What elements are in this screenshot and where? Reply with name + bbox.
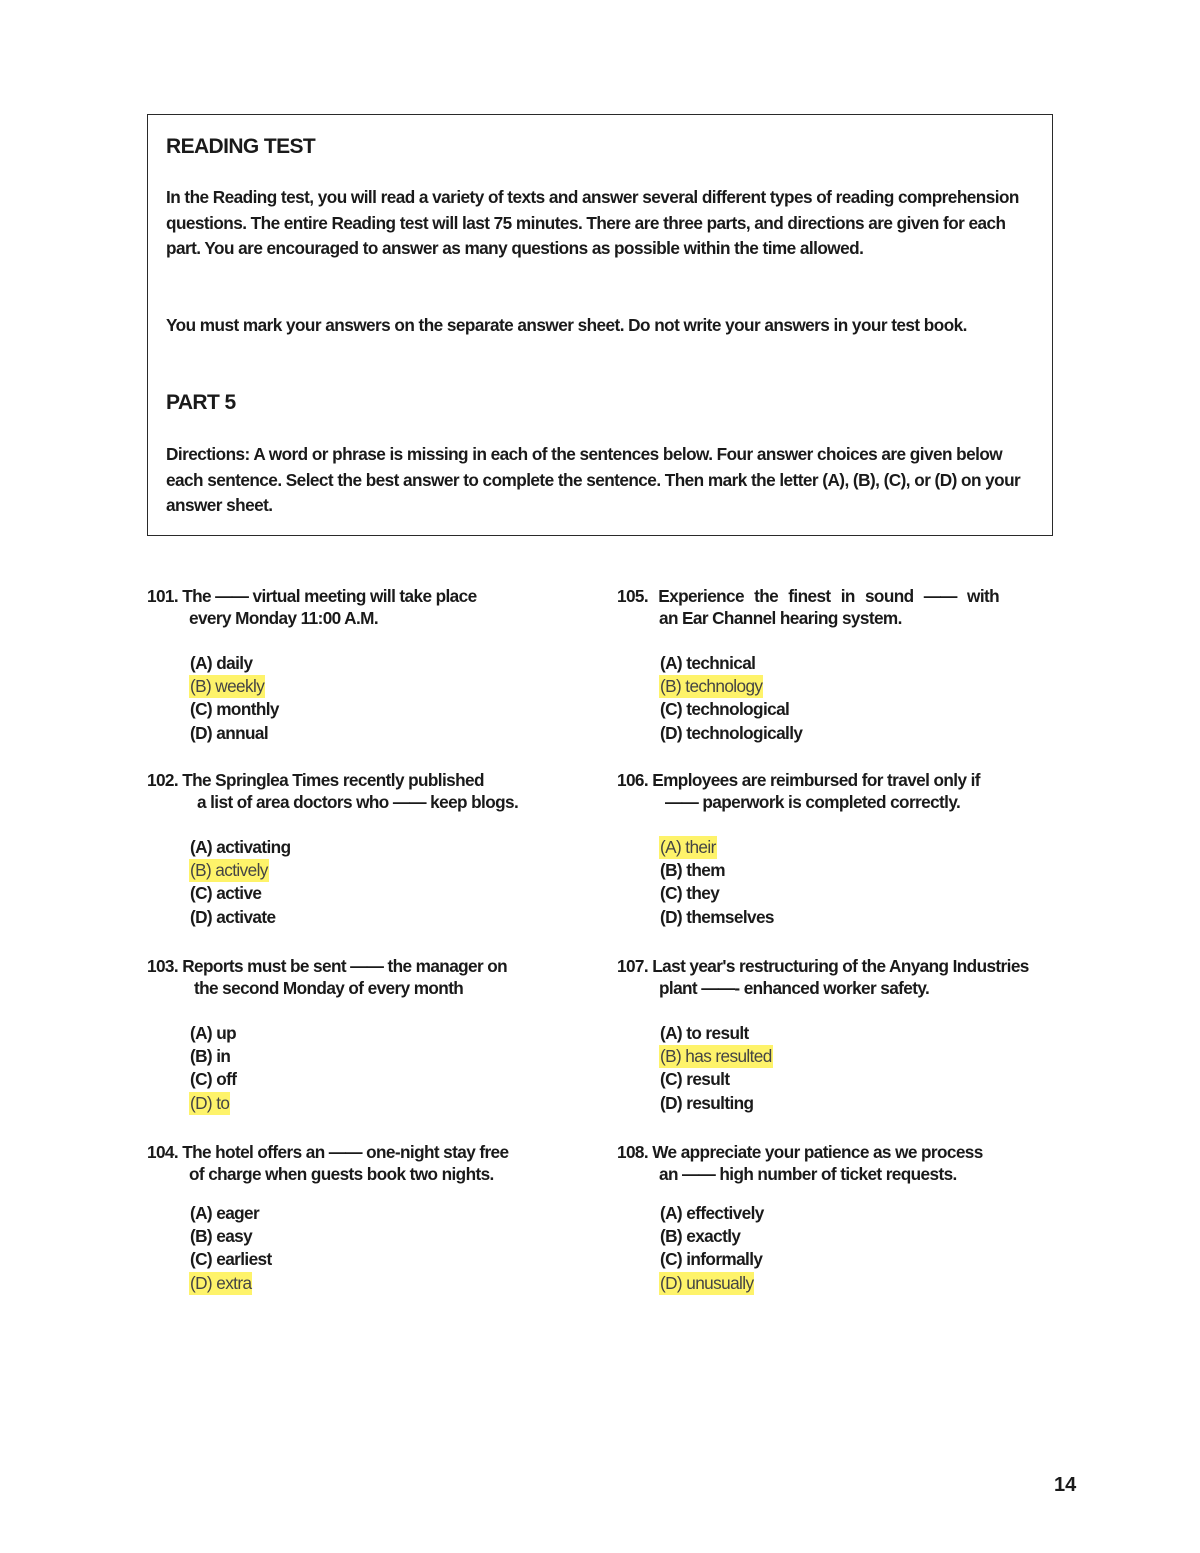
question-number: 105. bbox=[617, 586, 649, 606]
answer-option[interactable]: (A) eager bbox=[190, 1203, 260, 1223]
answer-option-highlighted[interactable]: (D) extra bbox=[189, 1272, 617, 1295]
answer-option[interactable]: (A) technical bbox=[660, 653, 756, 673]
question-text-line2: the second Monday of every month bbox=[194, 978, 464, 998]
answer-option[interactable]: (A) effectively bbox=[660, 1203, 764, 1223]
question-text: The Springlea Times recently published bbox=[182, 770, 484, 790]
question-text-line2: plant ——- enhanced worker safety. bbox=[659, 978, 930, 998]
answer-option[interactable]: (B) them bbox=[660, 860, 725, 881]
answer-option[interactable]: (B) exactly bbox=[660, 1226, 741, 1247]
answer-options bbox=[617, 1022, 1157, 1115]
answer-option[interactable]: (D) annual bbox=[190, 722, 269, 743]
question-101 bbox=[147, 585, 617, 745]
answer-option[interactable]: (C) they bbox=[660, 883, 720, 904]
answer-option-highlighted[interactable]: (D) unusually bbox=[659, 1272, 1087, 1295]
answer-option[interactable]: (A) activating bbox=[190, 837, 291, 857]
answer-option[interactable]: (D) technologically bbox=[660, 722, 803, 743]
answer-options bbox=[147, 1022, 617, 1115]
question-106 bbox=[617, 769, 1087, 929]
answer-option[interactable]: (D) resulting bbox=[660, 1092, 754, 1113]
reading-test-title: READING TEST bbox=[166, 135, 316, 158]
answer-option[interactable]: (A) up bbox=[190, 1023, 237, 1043]
answer-sheet-note: You must mark your answers on the separate answer sheet. Do not write your answers in your test book. bbox=[166, 315, 967, 335]
answer-option[interactable]: (B) easy bbox=[190, 1226, 253, 1247]
answer-options bbox=[617, 836, 1087, 929]
question-102 bbox=[147, 769, 617, 929]
answer-options bbox=[617, 1202, 1087, 1295]
answer-option[interactable]: (A) daily bbox=[190, 653, 253, 673]
answer-options bbox=[147, 836, 617, 929]
question-105 bbox=[617, 585, 1087, 745]
question-104 bbox=[147, 1141, 617, 1295]
answer-option[interactable]: (C) result bbox=[660, 1069, 730, 1090]
question-text: Reports must be sent —— the manager on bbox=[182, 956, 508, 976]
question-text: We appreciate your patience as we process bbox=[652, 1142, 983, 1162]
question-103 bbox=[147, 955, 617, 1115]
question-number: 101. bbox=[147, 586, 179, 606]
answer-option-highlighted[interactable]: (D) to bbox=[189, 1092, 617, 1115]
question-number: 102. bbox=[147, 770, 179, 790]
question-text: The —— virtual meeting will take place bbox=[182, 586, 477, 606]
answer-option-highlighted[interactable]: (B) technology bbox=[659, 675, 1087, 698]
answer-option-highlighted[interactable]: (A) their bbox=[659, 836, 1087, 859]
question-text-line2: an Ear Channel hearing system. bbox=[659, 608, 902, 628]
question-text: Last year's restructuring of the Anyang Industries bbox=[652, 956, 1029, 976]
answer-options bbox=[147, 652, 617, 745]
question-text-line2: of charge when guests book two nights. bbox=[189, 1164, 494, 1184]
answer-option[interactable]: (D) themselves bbox=[660, 906, 774, 927]
question-108 bbox=[617, 1141, 1087, 1295]
answer-option[interactable]: (C) active bbox=[190, 883, 262, 904]
answer-option-highlighted[interactable]: (B) has resulted bbox=[659, 1045, 1157, 1068]
answer-option[interactable]: (D) activate bbox=[190, 906, 276, 927]
question-number: 106. bbox=[617, 770, 649, 790]
question-text: Employees are reimbursed for travel only if bbox=[652, 770, 980, 790]
question-107 bbox=[617, 955, 1157, 1115]
directions-label: Directions: bbox=[166, 444, 250, 464]
page-number: 14 bbox=[1054, 1474, 1077, 1496]
question-number: 103. bbox=[147, 956, 179, 976]
question-text-line2: a list of area doctors who —— keep blogs. bbox=[197, 792, 519, 812]
directions-paragraph bbox=[166, 442, 1036, 519]
question-text-line2: every Monday 11:00 A.M. bbox=[189, 608, 379, 628]
answer-option-highlighted[interactable]: (B) actively bbox=[189, 859, 617, 882]
answer-option[interactable]: (C) off bbox=[190, 1069, 237, 1090]
part-title: PART 5 bbox=[166, 391, 236, 414]
directions-text: A word or phrase is missing in each of the sentences below. Four answer choices are given below each sentence. Select the best answer to complete the sentence. Then mark the letter (A), (B), (C), or (D) on your answer sheet. bbox=[166, 444, 1021, 515]
answer-option[interactable]: (C) monthly bbox=[190, 699, 279, 720]
answer-options bbox=[147, 1202, 617, 1295]
question-text: Experience the finest in sound —— with bbox=[658, 586, 1000, 606]
question-number: 107. bbox=[617, 956, 649, 976]
answer-option[interactable]: (B) in bbox=[190, 1046, 231, 1067]
answer-options bbox=[617, 652, 1087, 745]
question-text-line2: —— paperwork is completed correctly. bbox=[665, 792, 961, 812]
answer-option-highlighted[interactable]: (B) weekly bbox=[189, 675, 617, 698]
question-text-line2: an —— high number of ticket requests. bbox=[659, 1164, 957, 1184]
question-text: The hotel offers an —— one-night stay free bbox=[182, 1142, 509, 1162]
answer-option[interactable]: (C) technological bbox=[660, 699, 790, 720]
intro-paragraph: In the Reading test, you will read a variety of texts and answer several different types of reading comprehension questions. The entire Reading test will last 75 minutes. There are three parts, and directions are given for each part. You are encouraged to answer as many questions as possible within the time allowed. bbox=[166, 187, 1019, 258]
answer-option[interactable]: (C) earliest bbox=[190, 1249, 272, 1270]
answer-option[interactable]: (C) informally bbox=[660, 1249, 763, 1270]
question-number: 108. bbox=[617, 1142, 649, 1162]
answer-option[interactable]: (A) to result bbox=[660, 1023, 749, 1043]
question-number: 104. bbox=[147, 1142, 179, 1162]
instructions-box bbox=[147, 114, 1053, 536]
